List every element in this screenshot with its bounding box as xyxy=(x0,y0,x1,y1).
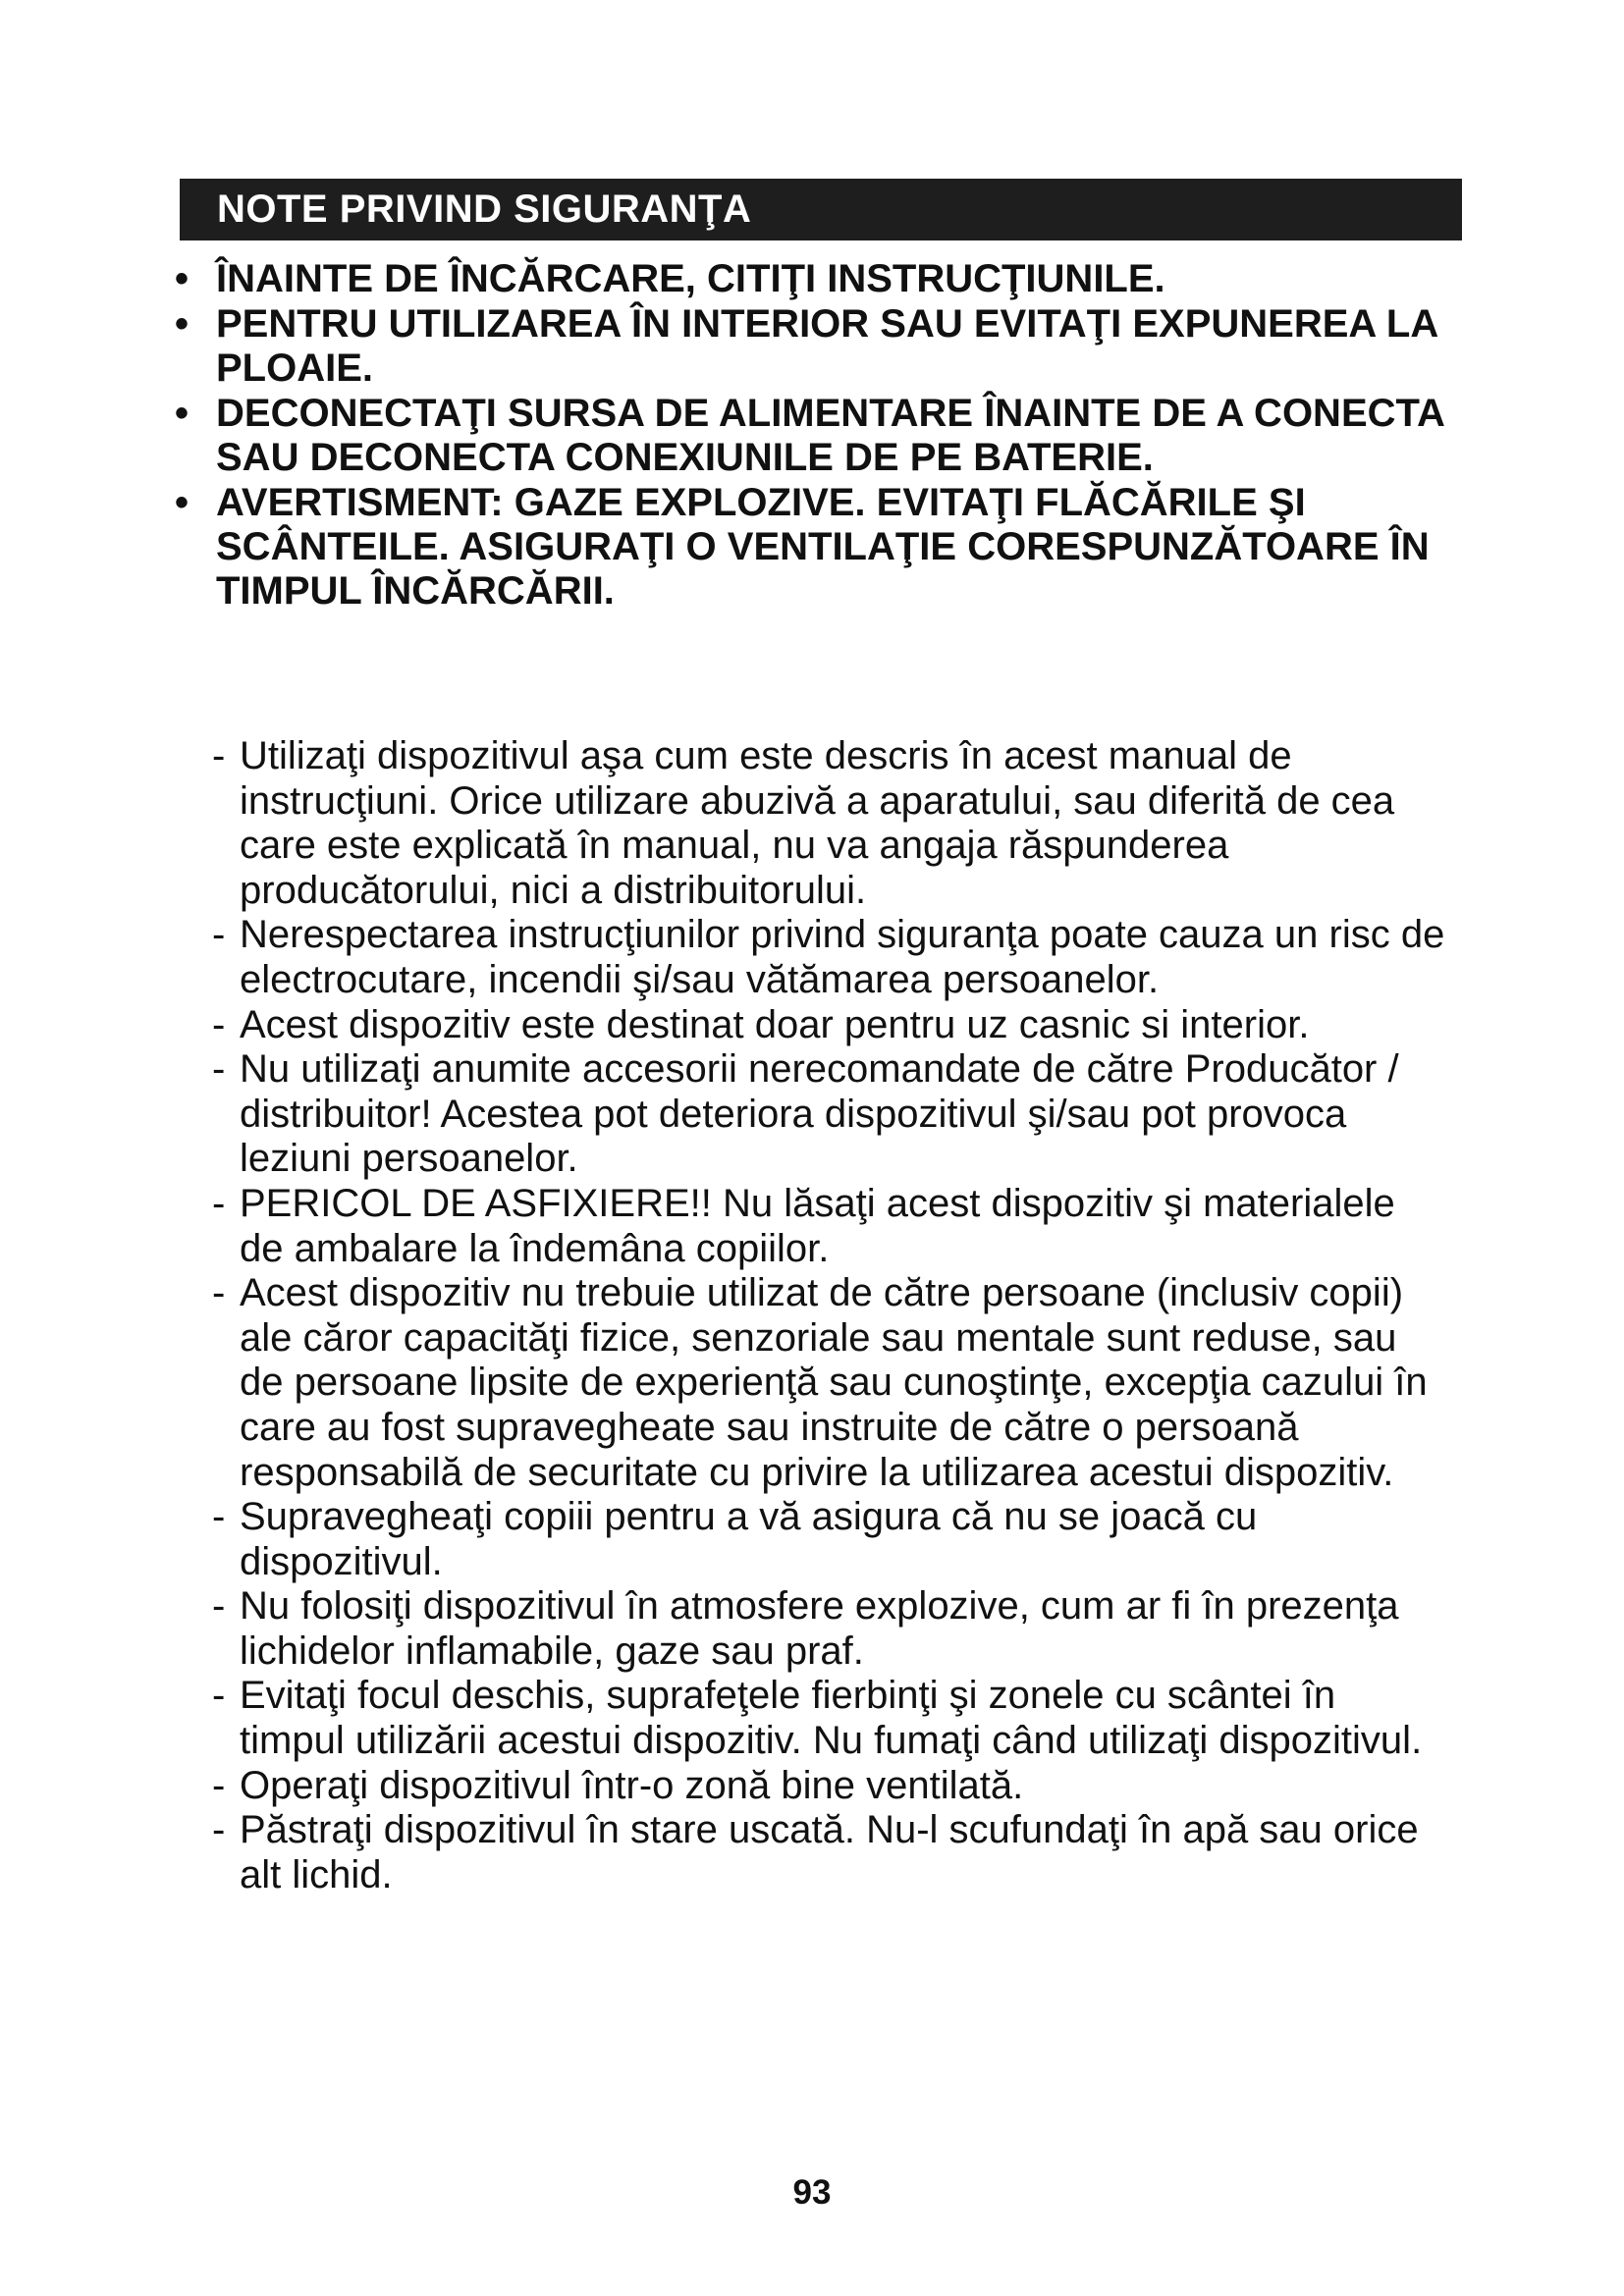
dash-marker: - xyxy=(212,1584,226,1629)
dash-marker: - xyxy=(212,1047,226,1092)
instruction-item xyxy=(212,1047,1449,1182)
warning-list xyxy=(175,257,1451,614)
instruction-text: Acest dispozitiv este destinat doar pentru uz casnic si interior. xyxy=(240,1002,1310,1046)
instruction-text: Acest dispozitiv nu trebuie utilizat de către persoane (inclusiv copii) ale căror capacităţi fizice, senzoriale sau mentale sunt reduse, sau de persoane lipsite de experienţă sau cunoştinţe, excepţia cazului în care au fost supravegheate sau instruite de către o persoană responsabilă de securitate cu privire la utilizarea acestui dispozitiv. xyxy=(240,1271,1428,1494)
instruction-item xyxy=(212,1764,1449,1809)
warning-item xyxy=(175,302,1451,391)
instruction-text: Operaţi dispozitivul într-o zonă bine ventilată. xyxy=(240,1763,1024,1807)
warning-item xyxy=(175,257,1451,301)
dash-marker: - xyxy=(212,1181,226,1225)
bullet-icon: • xyxy=(175,481,189,524)
instruction-item xyxy=(212,913,1449,1002)
bullet-icon: • xyxy=(175,257,189,300)
dash-marker: - xyxy=(212,1495,226,1539)
bullet-icon: • xyxy=(175,392,189,435)
instruction-text: Evitaţi focul deschis, suprafeţele fierbinţi şi zonele cu scântei în timpul utilizării acestui dispozitiv. Nu fumaţi când utilizaţi dispozitivul. xyxy=(240,1674,1423,1763)
instruction-text: Nu folosiţi dispozitivul în atmosfere explozive, cum ar fi în prezenţa lichidelor inflamabile, gaze sau praf. xyxy=(240,1584,1399,1673)
dash-marker: - xyxy=(212,1002,226,1046)
instruction-item xyxy=(212,1584,1449,1674)
instruction-text: Supravegheaţi copiii pentru a vă asigura că nu se joacă cu dispozitivul. xyxy=(240,1495,1258,1583)
warning-item xyxy=(175,481,1451,614)
instruction-text: Nu utilizaţi anumite accesorii nerecomandate de către Producător / distribuitor! Acestea pot deteriora dispozitivul şi/sau pot provoca leziuni persoanelor. xyxy=(240,1047,1399,1181)
warning-text: DECONECTAŢI SURSA DE ALIMENTARE ÎNAINTE DE A CONECTA SAU DECONECTA CONEXIUNILE DE PE BATERIE. xyxy=(216,392,1444,479)
instruction-item xyxy=(212,1182,1449,1271)
instruction-item xyxy=(212,1003,1449,1048)
instruction-text: PERICOL DE ASFIXIERE!! Nu lăsaţi acest dispozitiv şi materialele de ambalare la îndemâna copiilor. xyxy=(240,1181,1395,1270)
instruction-item xyxy=(212,734,1449,913)
warning-text: PENTRU UTILIZAREA ÎN INTERIOR SAU EVITAŢI EXPUNEREA LA PLOAIE. xyxy=(216,302,1437,390)
page-number: 93 xyxy=(792,2173,832,2212)
instruction-item xyxy=(212,1495,1449,1584)
dash-marker: - xyxy=(212,1763,226,1807)
section-title: NOTE PRIVIND SIGURANŢA xyxy=(217,187,752,231)
dash-marker: - xyxy=(212,1808,226,1852)
instruction-item xyxy=(212,1271,1449,1495)
dash-marker: - xyxy=(212,913,226,957)
instruction-list xyxy=(212,734,1449,1897)
warning-text: ÎNAINTE DE ÎNCĂRCARE, CITIŢI INSTRUCŢIUNILE. xyxy=(216,257,1165,300)
instruction-text: Nerespectarea instrucţiunilor privind siguranţa poate cauza un risc de electrocutare, incendii şi/sau vătămarea persoanelor. xyxy=(240,913,1445,1001)
dash-marker: - xyxy=(212,734,226,777)
warning-item xyxy=(175,392,1451,480)
dash-marker: - xyxy=(212,1271,226,1315)
warning-text: AVERTISMENT: GAZE EXPLOZIVE. EVITAŢI FLĂCĂRILE ŞI SCÂNTEILE. ASIGURAŢI O VENTILAŢIE CORESPUNZĂTOARE ÎN TIMPUL ÎNCĂRCĂRII. xyxy=(216,481,1430,613)
instruction-item xyxy=(212,1808,1449,1897)
instruction-text: Utilizaţi dispozitivul aşa cum este descris în acest manual de instrucţiuni. Orice utilizare abuzivă a aparatului, sau diferită de cea care este explicată în manual, nu va angaja răspunderea producătorului, nici a distribuitorului. xyxy=(240,734,1395,912)
instruction-item xyxy=(212,1674,1449,1763)
bullet-icon: • xyxy=(175,302,189,346)
dash-marker: - xyxy=(212,1674,226,1718)
instruction-text: Păstraţi dispozitivul în stare uscată. Nu-l scufundaţi în apă sau orice alt lichid. xyxy=(240,1808,1419,1896)
section-header xyxy=(180,179,1462,240)
